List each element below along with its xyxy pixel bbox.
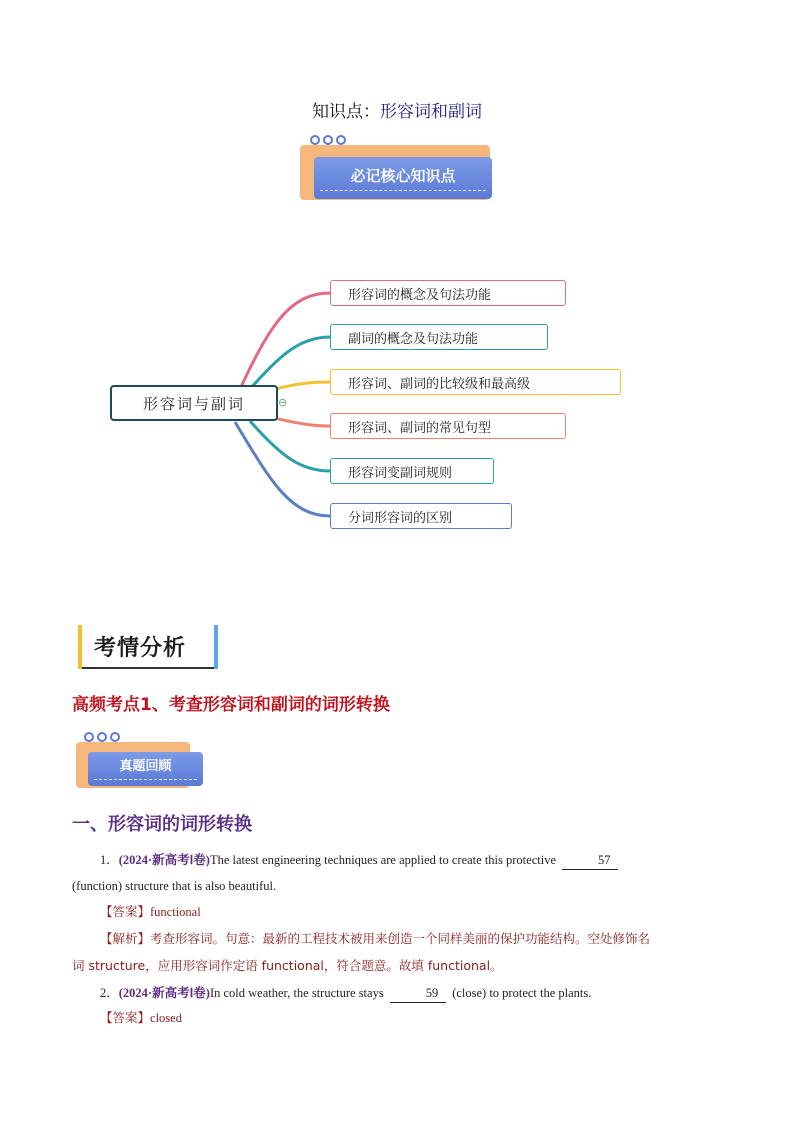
answer-1 xyxy=(72,903,722,921)
analysis-banner-label: 考情分析 xyxy=(94,636,187,661)
mindmap xyxy=(0,265,794,545)
answer-2 xyxy=(72,1009,722,1027)
answer-blank: 57 xyxy=(562,851,618,870)
answer-blank: 59 xyxy=(390,984,446,1003)
core-knowledge-label: 必记核心知识点 xyxy=(350,167,456,185)
mindmap-node-sentence-patterns[interactable]: 形容词、副词的常见句型 xyxy=(330,413,566,439)
analysis-1 xyxy=(72,930,722,948)
ring-icon xyxy=(336,135,346,145)
collapse-icon[interactable]: ⊖ xyxy=(278,396,288,409)
question-1 xyxy=(72,851,722,870)
question-2 xyxy=(72,984,722,1003)
mindmap-node-participle-adj[interactable]: 分词形容词的区别 xyxy=(330,503,512,529)
mindmap-node-comparatives[interactable]: 形容词、副词的比较级和最高级 xyxy=(330,369,621,395)
question-text: The latest engineering techniques are applied to create this protective xyxy=(209,853,556,867)
analysis-1-cont: 词 structure，应用形容词作定语 functional，符合题意。故填 functional。 xyxy=(72,958,503,973)
question-source: (2024·新高考Ⅰ卷) xyxy=(118,986,210,1000)
past-exam-label: 真题回顾 xyxy=(119,759,172,774)
mindmap-node-adj-concept[interactable]: 形容词的概念及句法功能 xyxy=(330,280,566,306)
answer-label: 【答案】 xyxy=(100,1011,151,1025)
question-source: (2024·新高考Ⅰ卷) xyxy=(118,853,210,867)
page-title-prefix: 知识点： xyxy=(312,102,380,122)
ring-icon xyxy=(110,732,120,742)
analysis-banner xyxy=(78,625,218,669)
page-title-topic: 形容词和副词 xyxy=(380,102,482,122)
answer-value: closed xyxy=(150,1011,182,1025)
ring-icon xyxy=(310,135,320,145)
question-1-cont: (function) structure that is also beautiful. xyxy=(72,879,277,893)
mindmap-root[interactable]: 形容词与副词 xyxy=(110,385,278,421)
ring-icon xyxy=(323,135,333,145)
ring-icon xyxy=(97,732,107,742)
ring-icon xyxy=(84,732,94,742)
question-number: 2． xyxy=(100,986,119,1000)
analysis-label: 【解析】 xyxy=(100,931,151,946)
past-exam-badge xyxy=(76,732,206,788)
answer-label: 【答案】 xyxy=(100,905,151,919)
mindmap-node-adj-to-adv-rules[interactable]: 形容词变副词规则 xyxy=(330,458,494,484)
question-number: 1． xyxy=(100,853,119,867)
page-title xyxy=(0,97,794,122)
question-text-end: (close) to protect the plants. xyxy=(452,986,592,1000)
answer-value: functional xyxy=(150,905,201,919)
core-knowledge-badge xyxy=(300,135,495,203)
mindmap-node-adv-concept[interactable]: 副词的概念及句法功能 xyxy=(330,324,548,350)
question-text: In cold weather, the structure stays xyxy=(209,986,384,1000)
section-title: 一、形容词的词形转换 xyxy=(72,814,252,835)
highfreq-heading: 高频考点1、考查形容词和副词的词形转换 xyxy=(72,695,390,715)
analysis-text: 考查形容词。句意：最新的工程技术被用来创造一个同样美丽的保护功能结构。空处修饰名 xyxy=(150,931,651,946)
